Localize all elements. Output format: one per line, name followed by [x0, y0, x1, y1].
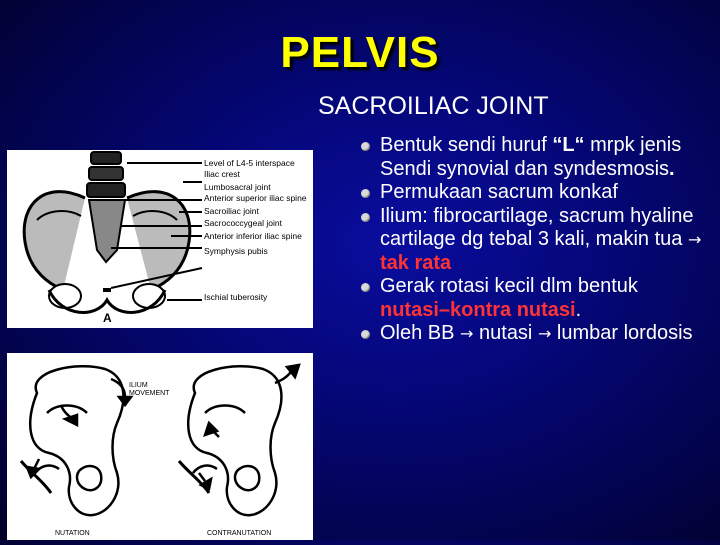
- highlight-text: tak rata: [380, 251, 452, 274]
- panel-letter: A: [103, 311, 112, 325]
- arrow-icon: →: [687, 230, 702, 249]
- label-movement: MOVEMENT: [129, 390, 170, 397]
- pelvis-anatomy-figure: [7, 150, 313, 328]
- highlight-text: nutasi–kontra nutasi: [380, 298, 576, 321]
- label-iliac-crest: Iliac crest: [204, 169, 240, 179]
- bullet-item: Permukaan sacrum konkaf: [356, 181, 706, 205]
- arrow-icon: →: [537, 324, 552, 343]
- nutation-figure: [7, 353, 313, 540]
- slide-subtitle: SACROILIAC JOINT: [318, 92, 549, 120]
- bullet-dot-icon: [361, 142, 370, 151]
- label-lumbosacral: Lumbosacral joint: [204, 182, 271, 192]
- label-l4-5: Level of L4-5 interspace: [204, 158, 295, 168]
- bullet-item: Ilium: fibrocartilage, sacrum hyaline cartilage dg tebal 3 kali, makin tua → tak rata: [356, 205, 706, 276]
- bullet-item: Oleh BB → nutasi → lumbar lordosis: [356, 322, 706, 346]
- bullet-dot-icon: [361, 283, 370, 292]
- label-sacrococcygeal: Sacrococcygeal joint: [204, 218, 282, 228]
- slide-title: PELVIS: [280, 28, 440, 77]
- bullet-dot-icon: [361, 189, 370, 198]
- label-ilium: ILIUM: [129, 382, 148, 389]
- label-sacroiliac: Sacroiliac joint: [204, 206, 259, 216]
- pelvis-anatomy-drawing: [7, 150, 313, 328]
- label-ischial: Ischial tuberosity: [204, 292, 268, 302]
- bullet-item: Gerak rotasi kecil dlm bentuk nutasi–kontra nutasi.: [356, 275, 706, 322]
- label-asis: Anterior superior iliac spine: [204, 193, 307, 203]
- label-aiis: Anterior inferior iliac spine: [204, 231, 302, 241]
- arrow-icon: →: [460, 324, 474, 343]
- bullet-dot-icon: [361, 330, 370, 339]
- nutation-drawing: [7, 353, 313, 540]
- caption-contranutation: CONTRANUTATION: [207, 530, 272, 537]
- caption-nutation: NUTATION: [55, 530, 90, 537]
- bullet-dot-icon: [361, 213, 370, 222]
- bullet-list: [356, 134, 706, 346]
- bullet-item: Bentuk sendi huruf “L“ mrpk jenis Sendi synovial dan syndesmosis.: [356, 134, 706, 181]
- label-symphysis: Symphysis pubis: [204, 246, 268, 256]
